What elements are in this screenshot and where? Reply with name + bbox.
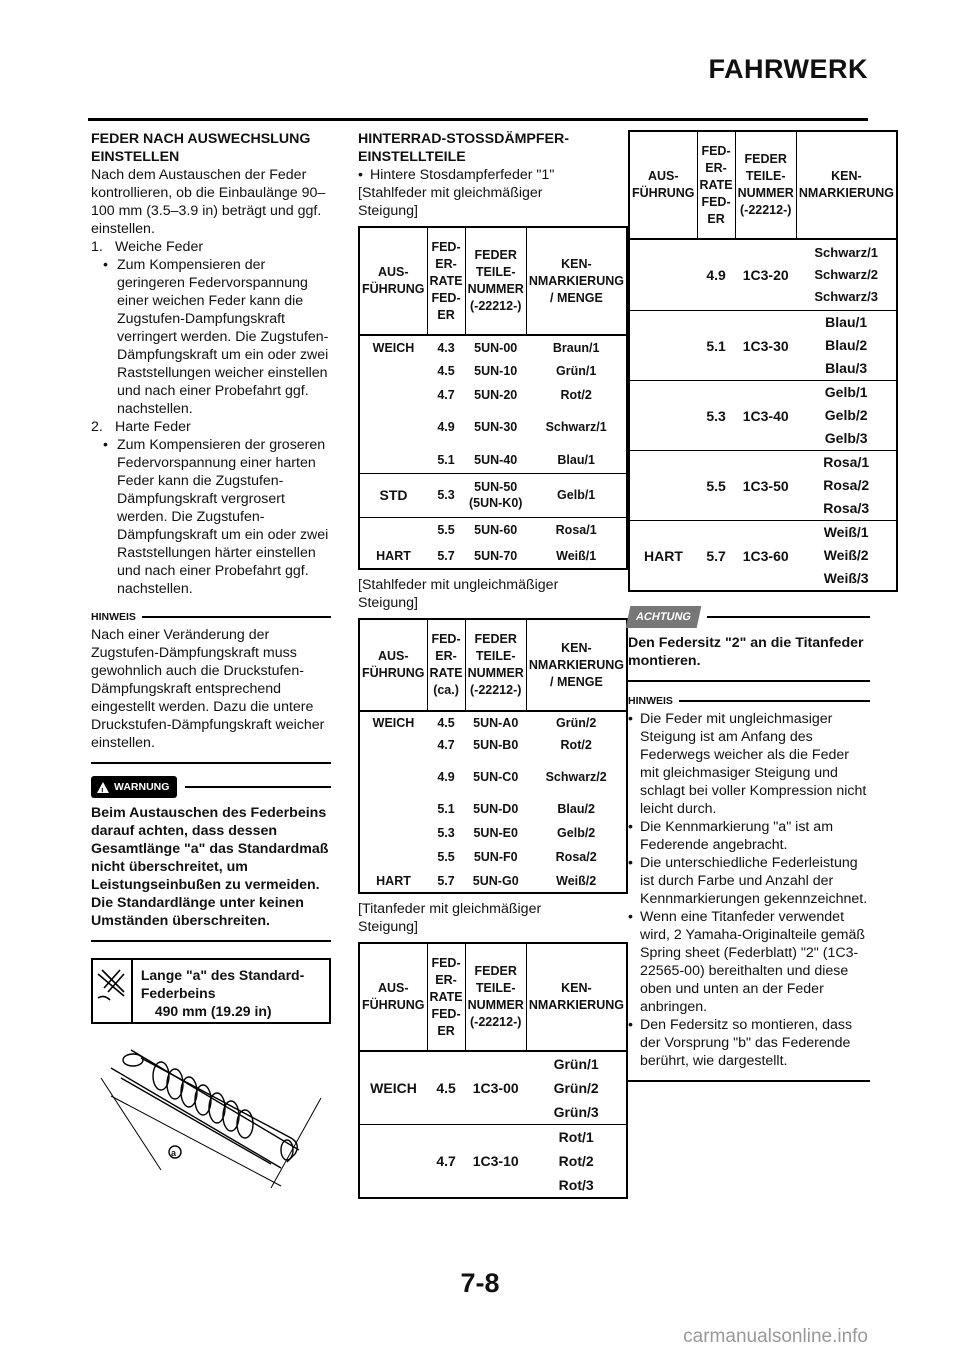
table-cell: Schwarz/2 — [814, 267, 878, 282]
divider — [628, 1080, 870, 1082]
table-cell: Gelb/1 — [557, 488, 596, 502]
divider — [628, 680, 870, 682]
bullet-text: Zum Kompensieren der geringeren Federvorspannung einer weichen Feder kann die Zugstufen-Dampfungskraft verringert werden. Die Zugstufen- Dämpfungskraft um ein oder zwei Raststellungen weicher einstellen und nach einer Probefahrt ggf. nachstellen. — [117, 257, 329, 417]
table-header: FEDER TEILE-NUMMER (-22212-) — [735, 131, 796, 239]
table-header: KEN-NMARKIERUNG / MENGE — [528, 640, 624, 689]
table-cell: 1C3-10 — [472, 1153, 519, 1169]
table-cell: Rot/1 — [558, 1129, 594, 1145]
warning-text: Beim Austauschen des Federbeins darauf achten, dass dessen Gesamtlänge "a" das Standardmaß nicht überschreitet, um Leistungseinbußen zu vermeiden. Die Standardlänge unter keinen Umständen überschreiten. — [91, 805, 329, 929]
table-cell: 1C3-30 — [742, 337, 789, 354]
table-cell: 4.7 — [437, 388, 455, 402]
hinweis-header — [91, 608, 331, 626]
table-cell — [359, 733, 427, 757]
table-cell: Rot/2 — [560, 738, 592, 752]
spring-table-steel-linear — [358, 226, 628, 570]
table-header: AUS-FÜHRUNG — [629, 131, 697, 239]
table-header: KEN-NMARKIERUNG — [798, 169, 894, 200]
table-header: KEN-NMARKIERUNG — [528, 981, 624, 1012]
table-cell: Grün/1 — [556, 364, 597, 378]
table-cell: HART — [644, 547, 683, 564]
hinweis-label: HINWEIS — [628, 695, 673, 707]
table-cell — [359, 845, 427, 869]
table-cell: Weiß/1 — [823, 524, 869, 540]
table-header: FED-ER-RATE FED-ER — [427, 943, 465, 1051]
table-cell: Weiß/2 — [556, 873, 597, 888]
table-cell: Schwarz/2 — [545, 770, 607, 784]
table-cell: Blau/1 — [557, 452, 595, 467]
table-cell: Rosa/2 — [555, 850, 597, 864]
table-header: KEN-NMARKIERUNG / MENGE — [528, 256, 624, 305]
intro-text: Nach dem Austauschen der Feder kontrollieren, ob die Einbaulänge 90–100 mm (3.5–3.9 in) beträgt und ggf. einstellen. — [91, 167, 326, 237]
table-cell: Blau/1 — [825, 314, 868, 330]
table-caption: [Titanfeder mit gleichmäßiger Steigung] — [358, 901, 542, 935]
figure-label-a: a — [171, 1148, 177, 1158]
table-cell: 5UN-00 — [474, 340, 518, 355]
table-cell: 1C3-00 — [472, 1080, 519, 1096]
table-cell: 4.9 — [437, 420, 455, 434]
table-cell: Schwarz/1 — [545, 420, 607, 434]
achtung-badge: ACHTUNG — [626, 606, 702, 628]
table-cell: 5.3 — [437, 488, 455, 502]
warning-icon: ! — [97, 782, 109, 793]
list-bullet: • Zum Kompensieren der groseren Federvorspannung einer harten Feder kann die Zugstufen-Dämpfungskraft vergrosert werden. Die Zugstufen- Dämpfungskraft um ein oder zwei Raststellungen härter einstellen und nach einer Probefahrt ggf. nachstellen. — [91, 436, 331, 598]
warning-header — [91, 776, 331, 798]
warning-badge — [91, 776, 177, 798]
table-header: AUS-FÜHRUNG — [359, 227, 427, 335]
table-cell: Rosa/3 — [823, 500, 870, 516]
column-1 — [91, 130, 331, 1188]
table-cell: Blau/3 — [825, 360, 868, 376]
section-heading: FEDER NACH AUSWECHSLUNG EINSTELLEN — [91, 131, 311, 165]
spring-table-titanium-continued — [628, 130, 898, 592]
note-text: Die unterschiedliche Federleistung ist durch Farbe und Anzahl der Kennmarkierungen gekennzeichnet. — [640, 855, 868, 907]
spring-table-titanium — [358, 942, 628, 1199]
spring-table-steel-progressive — [358, 618, 628, 894]
table-caption: [Stahlfeder mit ungleichmäßiger Steigung] — [358, 577, 559, 611]
achtung-header — [628, 606, 870, 628]
table-cell: Grün/2 — [556, 715, 597, 730]
table-cell: 5UN-70 — [474, 548, 518, 563]
table-cell: Gelb/2 — [824, 407, 868, 423]
table-cell: 4.7 — [437, 738, 455, 752]
list-item — [91, 418, 331, 436]
note-item: • Wenn eine Titanfeder verwendet wird, 2 Yamaha-Originalteile gemäß Spring sheet (Federblatt) "2" (1C3-22565-00) bereithalten und diese oben und unten an der Feder anbringen. — [628, 908, 870, 1016]
table-cell: 5UN-10 — [474, 364, 518, 378]
table-cell: 5UN-60 — [474, 523, 518, 538]
table-cell: Blau/2 — [825, 337, 868, 353]
table-cell: Braun/1 — [552, 340, 600, 355]
table-cell: 5UN-D0 — [473, 802, 519, 816]
bullet-text: Zum Kompensieren der groseren Federvorspannung einer harten Feder kann die Zugstufen-Dämpfungskraft vergrosert werden. Die Zugstufen- Dämpfungskraft um ein oder zwei Raststellungen härter einstellen und nach einer Probefahrt ggf. nachstellen. — [117, 437, 329, 597]
column-3 — [628, 130, 894, 1092]
note-text: Die Feder mit ungleichmasiger Steigung ist am Anfang des Federwegs weicher als die Feder mit gleichmasiger Steigung und schlagt bei voller Kompression nicht leicht durch. — [640, 711, 867, 817]
table-cell: 5.5 — [437, 523, 455, 538]
table-cell: 4.5 — [436, 1080, 456, 1096]
hinweis-text: Nach einer Veränderung der Zugstufen-Dämpfungskraft muss gewohnlich auch die Druckstufen-Dämpfungskraft entsprechend eingestellt werden. Dazu die untere Druckstufen-Dämpfungskraft weicher einstellen. — [91, 627, 325, 751]
table-cell: Schwarz/1 — [814, 245, 878, 260]
table-cell: 1C3-40 — [742, 407, 789, 424]
note-item: • Die Feder mit ungleichmasiger Steigung ist am Anfang des Federwegs weicher als die Feder mit gleichmasiger Steigung und schlagt bei voller Kompression nicht leicht durch. — [628, 710, 870, 818]
hinweis-header — [628, 692, 870, 710]
table-cell: 5UN-E0 — [473, 826, 518, 840]
list-item — [91, 238, 331, 256]
header-divider — [88, 118, 868, 121]
table-cell: 1C3-50 — [742, 477, 789, 494]
note-text: Die Kennmarkierung "a" ist am Federende angebracht. — [640, 819, 834, 853]
table-cell: 4.5 — [437, 715, 455, 730]
table-header: FEDER TEILE-NUMMER (-22212-) — [465, 227, 526, 335]
list-number: 1. — [91, 239, 103, 255]
table-cell: Gelb/1 — [824, 384, 868, 400]
table-header: FED-ER-RATE (ca.) — [427, 619, 465, 711]
table-cell: Gelb/2 — [557, 826, 596, 840]
table-cell: 5UN-40 — [474, 452, 518, 467]
note-item: • Die Kennmarkierung "a" ist am Federende angebracht. — [628, 818, 870, 854]
spec-value: 490 mm (19.29 in) — [154, 1003, 272, 1019]
table-cell: Schwarz/3 — [814, 289, 878, 304]
note-text: Wenn eine Titanfeder verwendet wird, 2 Yamaha-Originalteile gemäß Spring sheet (Federblatt) "2" (1C3-22565-00) bereithalten und diese oben und unten an der Feder anbringen. — [640, 909, 865, 1015]
achtung-text: Den Federsitz "2" an die Titanfeder montieren. — [628, 635, 864, 669]
table-cell: 4.9 — [437, 770, 455, 784]
table-cell: Weiß/2 — [823, 547, 869, 563]
wrench-icon — [93, 960, 133, 1022]
divider — [91, 940, 331, 942]
list-number: 2. — [91, 419, 103, 435]
column-2 — [358, 130, 624, 1199]
table-cell: Weiß/3 — [823, 570, 869, 586]
table-header: FED-ER-RATE FED-ER — [697, 131, 735, 239]
table-cell: 5.3 — [706, 407, 726, 424]
hinweis-label: HINWEIS — [91, 611, 136, 623]
table-cell: 5.7 — [706, 547, 726, 564]
table-cell: Blau/2 — [557, 802, 595, 816]
bullet-item: • Hintere Stosdampferfeder "1" — [358, 167, 555, 183]
table-cell: 5UN-30 — [474, 420, 518, 434]
table-cell: 5.3 — [437, 826, 455, 840]
list-bullet: • Zum Kompensieren der geringeren Federvorspannung einer weichen Feder kann die Zugstufen-Dampfungskraft verringert werden. Die Zugstufen- Dämpfungskraft um ein oder zwei Raststellungen weicher einstellen und nach einer Probefahrt ggf. nachstellen. — [91, 256, 331, 418]
table-cell: Rosa/1 — [823, 454, 870, 470]
table-cell: Grün/1 — [553, 1056, 599, 1072]
table-cell — [359, 757, 427, 797]
table-cell: 5.1 — [706, 337, 726, 354]
note-text: Den Federsitz so montieren, dass der Vorsprung "b" das Federende berührt, wie dargestellt. — [640, 1017, 853, 1069]
table-cell: WEICH — [372, 340, 415, 355]
table-cell: 4.7 — [436, 1153, 456, 1169]
table-cell: 5UN-C0 — [473, 770, 519, 784]
table-cell: Rosa/1 — [555, 523, 597, 538]
table-cell: 5.5 — [437, 850, 455, 864]
table-cell — [359, 797, 427, 821]
table-cell: 4.5 — [437, 364, 455, 378]
table-header: AUS-FÜHRUNG — [359, 619, 427, 711]
list-title: Weiche Feder — [115, 239, 204, 255]
table-cell — [359, 821, 427, 845]
table-cell: Grün/3 — [553, 1104, 599, 1120]
table-cell: Rot/3 — [558, 1177, 594, 1193]
table-cell: Rosa/2 — [823, 477, 870, 493]
table-cell: Gelb/3 — [824, 430, 868, 446]
warning-label: WARNUNG — [114, 781, 170, 793]
table-cell: Grün/2 — [553, 1080, 599, 1096]
divider — [91, 762, 331, 764]
list-title: Harte Feder — [115, 419, 191, 435]
table-cell: WEICH — [370, 1080, 417, 1096]
table-caption: [Stahlfeder mit gleichmäßiger Steigung] — [358, 185, 543, 219]
table-cell: 5UN-50 (5UN-K0) — [468, 480, 523, 510]
table-cell: Rot/2 — [558, 1153, 594, 1169]
table-cell: 5UN-G0 — [472, 873, 519, 888]
note-item: • Den Federsitz so montieren, dass der Vorsprung "b" das Federende berührt, wie dargestellt. — [628, 1016, 870, 1070]
spec-box — [91, 958, 331, 1024]
table-header: FEDER TEILE-NUMMER (-22212-) — [465, 943, 526, 1051]
note-item: • Die unterschiedliche Federleistung ist durch Farbe und Anzahl der Kennmarkierungen gekennzeichnet. — [628, 854, 870, 908]
table-cell: 4.3 — [437, 340, 455, 355]
table-cell: 5.1 — [437, 802, 455, 816]
table-cell: WEICH — [372, 715, 415, 730]
table-cell: 5UN-B0 — [473, 738, 519, 752]
table-cell: STD — [379, 487, 408, 503]
spec-title: Lange "a" des Standard-Federbeins — [140, 967, 305, 1001]
table-cell: 1C3-60 — [742, 547, 789, 564]
table-cell: 5.1 — [437, 452, 455, 467]
shock-absorber-figure — [91, 1038, 331, 1188]
table-cell: HART — [376, 873, 411, 888]
page-title: FAHRWERK — [708, 54, 868, 84]
table-cell: 5UN-F0 — [473, 850, 518, 864]
table-header: FEDER TEILE-NUMMER (-22212-) — [465, 619, 526, 711]
table-cell: 5UN-A0 — [473, 715, 519, 730]
table-cell: 4.9 — [706, 267, 726, 283]
bullet-text: Hintere Stosdampferfeder "1" — [370, 167, 555, 183]
table-cell: 5.7 — [437, 873, 455, 888]
page-number: 7-8 — [460, 1268, 500, 1298]
table-cell: Weiß/1 — [556, 548, 597, 563]
table-header: AUS-FÜHRUNG — [359, 943, 427, 1051]
section-heading: HINTERRAD-STOSSDÄMPFER-EINSTELLTEILE — [358, 131, 569, 165]
watermark: carmanualsonline.info — [683, 1326, 868, 1347]
table-cell: Rot/2 — [560, 388, 592, 402]
table-cell: 1C3-20 — [742, 267, 789, 283]
table-header: FED-ER-RATE FED-ER — [427, 227, 465, 335]
table-cell: 5.5 — [706, 477, 726, 494]
table-cell: 5UN-20 — [474, 388, 518, 402]
table-cell: HART — [376, 548, 411, 563]
table-cell: 5.7 — [437, 548, 455, 563]
